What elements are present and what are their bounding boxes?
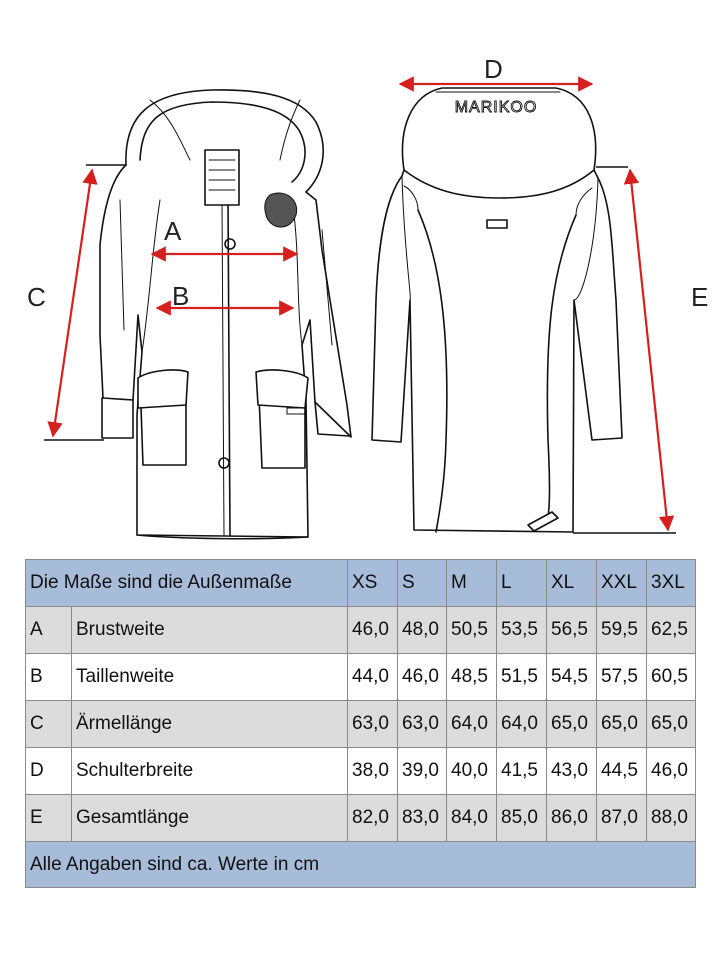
table-cell: 50,5 [447,607,497,654]
table-row-aermellaenge [26,701,696,748]
table-cell: 60,5 [647,654,696,701]
table-cell: 84,0 [447,795,497,842]
table-cell: 46,0 [348,607,398,654]
table-cell: 64,0 [447,701,497,748]
table-cell: 40,0 [447,748,497,795]
reference-ticks [44,165,676,533]
size-header-xs: XS [348,560,398,607]
table-cell: 64,0 [497,701,547,748]
table-cell: 51,5 [497,654,547,701]
table-cell: 46,0 [398,654,447,701]
row-label: Ärmellänge [72,701,348,748]
table-cell: 63,0 [398,701,447,748]
dimension-label-b: B [172,281,190,311]
row-code: C [26,701,72,748]
size-header-xl: XL [547,560,597,607]
size-header-3xl: 3XL [647,560,696,607]
table-cell: 53,5 [497,607,547,654]
table-row-taillenweite [26,654,696,701]
table-cell: 54,5 [547,654,597,701]
dimension-line-c [53,170,92,436]
table-cell: 57,5 [597,654,647,701]
table-row-brustweite [26,607,696,654]
row-label: Schulterbreite [72,748,348,795]
size-header-s: S [398,560,447,607]
row-code: B [26,654,72,701]
row-label: Gesamtlänge [72,795,348,842]
row-code: E [26,795,72,842]
table-cell: 65,0 [647,701,696,748]
row-label: Brustweite [72,607,348,654]
brand-label: MARIKOO [454,99,538,116]
table-cell: 65,0 [547,701,597,748]
row-label: Taillenweite [72,654,348,701]
coat-back-view [372,88,622,532]
table-row-gesamtlaenge [26,795,696,842]
table-header-row [26,560,696,607]
size-header-m: M [447,560,497,607]
dimension-label-e: E [691,282,709,312]
table-cell: 59,5 [597,607,647,654]
size-header-xxl: XXL [597,560,647,607]
dimension-label-d: D [484,54,503,84]
row-code: D [26,748,72,795]
table-cell: 39,0 [398,748,447,795]
table-footnote: Alle Angaben sind ca. Werte in cm [26,842,696,888]
table-cell: 82,0 [348,795,398,842]
table-cell: 65,0 [597,701,647,748]
size-chart-table [25,559,696,888]
table-cell: 43,0 [547,748,597,795]
table-cell: 86,0 [547,795,597,842]
dimension-label-a: A [164,216,182,246]
table-cell: 48,0 [398,607,447,654]
table-cell: 41,5 [497,748,547,795]
table-footer-row [26,842,696,888]
table-caption: Die Maße sind die Außenmaße [26,560,348,607]
table-cell: 48,5 [447,654,497,701]
table-cell: 88,0 [647,795,696,842]
row-code: A [26,607,72,654]
table-cell: 87,0 [597,795,647,842]
table-cell: 83,0 [398,795,447,842]
measurement-lines [53,84,668,530]
table-cell: 38,0 [348,748,398,795]
table-cell: 63,0 [348,701,398,748]
table-cell: 62,5 [647,607,696,654]
table-cell: 56,5 [547,607,597,654]
dimension-label-c: C [27,282,46,312]
dimension-line-e [630,170,668,530]
table-cell: 46,0 [647,748,696,795]
coat-front-view [100,90,351,539]
size-header-l: L [497,560,547,607]
table-row-schulterbreite [26,748,696,795]
table-cell: 85,0 [497,795,547,842]
table-cell: 44,0 [348,654,398,701]
table-cell: 44,5 [597,748,647,795]
